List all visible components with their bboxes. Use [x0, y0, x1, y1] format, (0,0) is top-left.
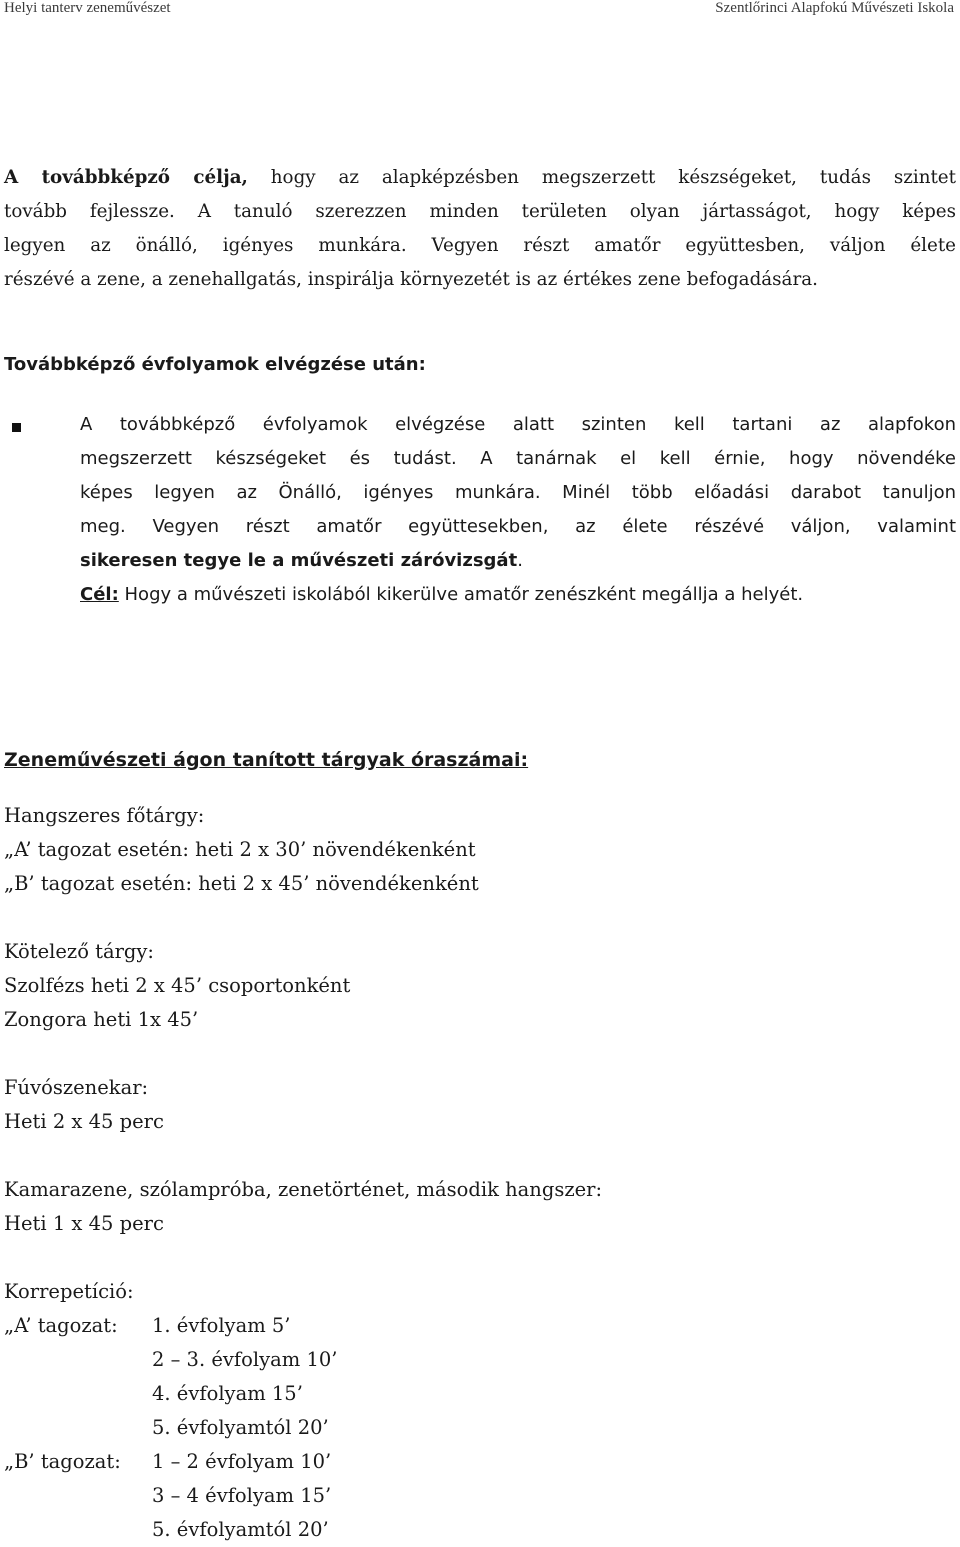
bullet-line-4: meg. Vegyen részt amatőr együttesekben, az élete részévé váljon, valamint — [80, 516, 956, 537]
wind-label: Fúvószenekar: — [4, 1076, 149, 1099]
wind-block — [4, 1071, 954, 1139]
korr-b-item: 5. évfolyamtól 20’ — [152, 1518, 329, 1541]
korr-a-item: 1. évfolyam 5’ — [152, 1314, 291, 1337]
chamber-hours: Heti 1 x 45 perc — [4, 1212, 164, 1235]
intro-line-1 — [4, 161, 956, 195]
korr-b-label: „B’ tagozat: — [4, 1450, 121, 1473]
bullet-line-1: A továbbképző évfolyamok elvégzése alatt szinten kell tartani az alapfokon — [80, 414, 956, 435]
intro-bold-lead: A továbbképző célja, — [4, 167, 248, 188]
intro-paragraph — [4, 161, 956, 297]
korr-a-item: 2 – 3. évfolyam 10’ — [152, 1348, 338, 1371]
continuing-bullet — [80, 408, 956, 612]
main-instrument-block — [4, 799, 954, 901]
header-left: Helyi tanterv zeneművészet — [4, 0, 171, 16]
chamber-label: Kamarazene, szólampróba, zenetörténet, második hangszer: — [4, 1178, 603, 1201]
intro-line-1-rest: hogy az alapképzésben megszerzett készségeket, tudás szintet — [247, 167, 956, 188]
bullet-line-5 — [80, 544, 956, 578]
intro-line-4: részévé a zene, a zenehallgatás, inspirálja környezetét is az értékes zene befogadására. — [4, 269, 818, 290]
exam-bold: sikeresen tegye le a művészeti záróvizsgát — [80, 550, 518, 571]
korr-a-label: „A’ tagozat: — [4, 1314, 118, 1337]
korrepeticio-label: Korrepetíció: — [4, 1280, 134, 1303]
main-instrument-label: Hangszeres főtárgy: — [4, 804, 205, 827]
bullet-line-3: képes legyen az Önálló, igényes munkára. Minél több előadási darabot tanuljon — [80, 482, 956, 503]
goal-text: Hogy a művészeti iskolából kikerülve amatőr zenészként megállja a helyét. — [118, 584, 804, 605]
hours-section-title — [4, 743, 954, 777]
korr-b-item: 3 – 4 évfolyam 15’ — [152, 1484, 332, 1507]
page-header — [0, 0, 960, 24]
header-right: Szentlőrinci Alapfokú Művészeti Iskola — [715, 0, 954, 16]
required-label: Kötelező tárgy: — [4, 940, 155, 963]
intro-line-3: legyen az önálló, igényes munkára. Vegyen részt amatőr együttesben, váljon élete — [4, 235, 956, 256]
intro-line-2: tovább fejlessze. A tanuló szerezzen minden területen olyan jártasságot, hogy képes — [4, 201, 956, 222]
goal-label: Cél: — [80, 584, 119, 605]
piano-hours: Zongora heti 1x 45’ — [4, 1008, 199, 1031]
solfege-hours: Szolfézs heti 2 x 45’ csoportonként — [4, 974, 351, 997]
hours-title: Zeneművészeti ágon tanított tárgyak óraszámai: — [4, 749, 529, 771]
korr-b-item: 1 – 2 évfolyam 10’ — [152, 1450, 332, 1473]
continuing-title: Továbbképző évfolyamok elvégzése után: — [4, 354, 426, 375]
chamber-block — [4, 1173, 954, 1241]
bullet-square-icon — [12, 423, 21, 432]
exam-period: . — [517, 550, 523, 571]
korr-a-item: 5. évfolyamtól 20’ — [152, 1416, 329, 1439]
goal-line — [80, 578, 956, 612]
bullet-line-2: megszerzett készségeket és tudást. A tanárnak el kell érnie, hogy növendéke — [80, 448, 956, 469]
wind-hours: Heti 2 x 45 perc — [4, 1110, 164, 1133]
required-block — [4, 935, 954, 1037]
korr-a-item: 4. évfolyam 15’ — [152, 1382, 303, 1405]
main-instrument-b: „B’ tagozat esetén: heti 2 x 45’ növendékenként — [4, 872, 479, 895]
main-instrument-a: „A’ tagozat esetén: heti 2 x 30’ növendékenként — [4, 838, 476, 861]
